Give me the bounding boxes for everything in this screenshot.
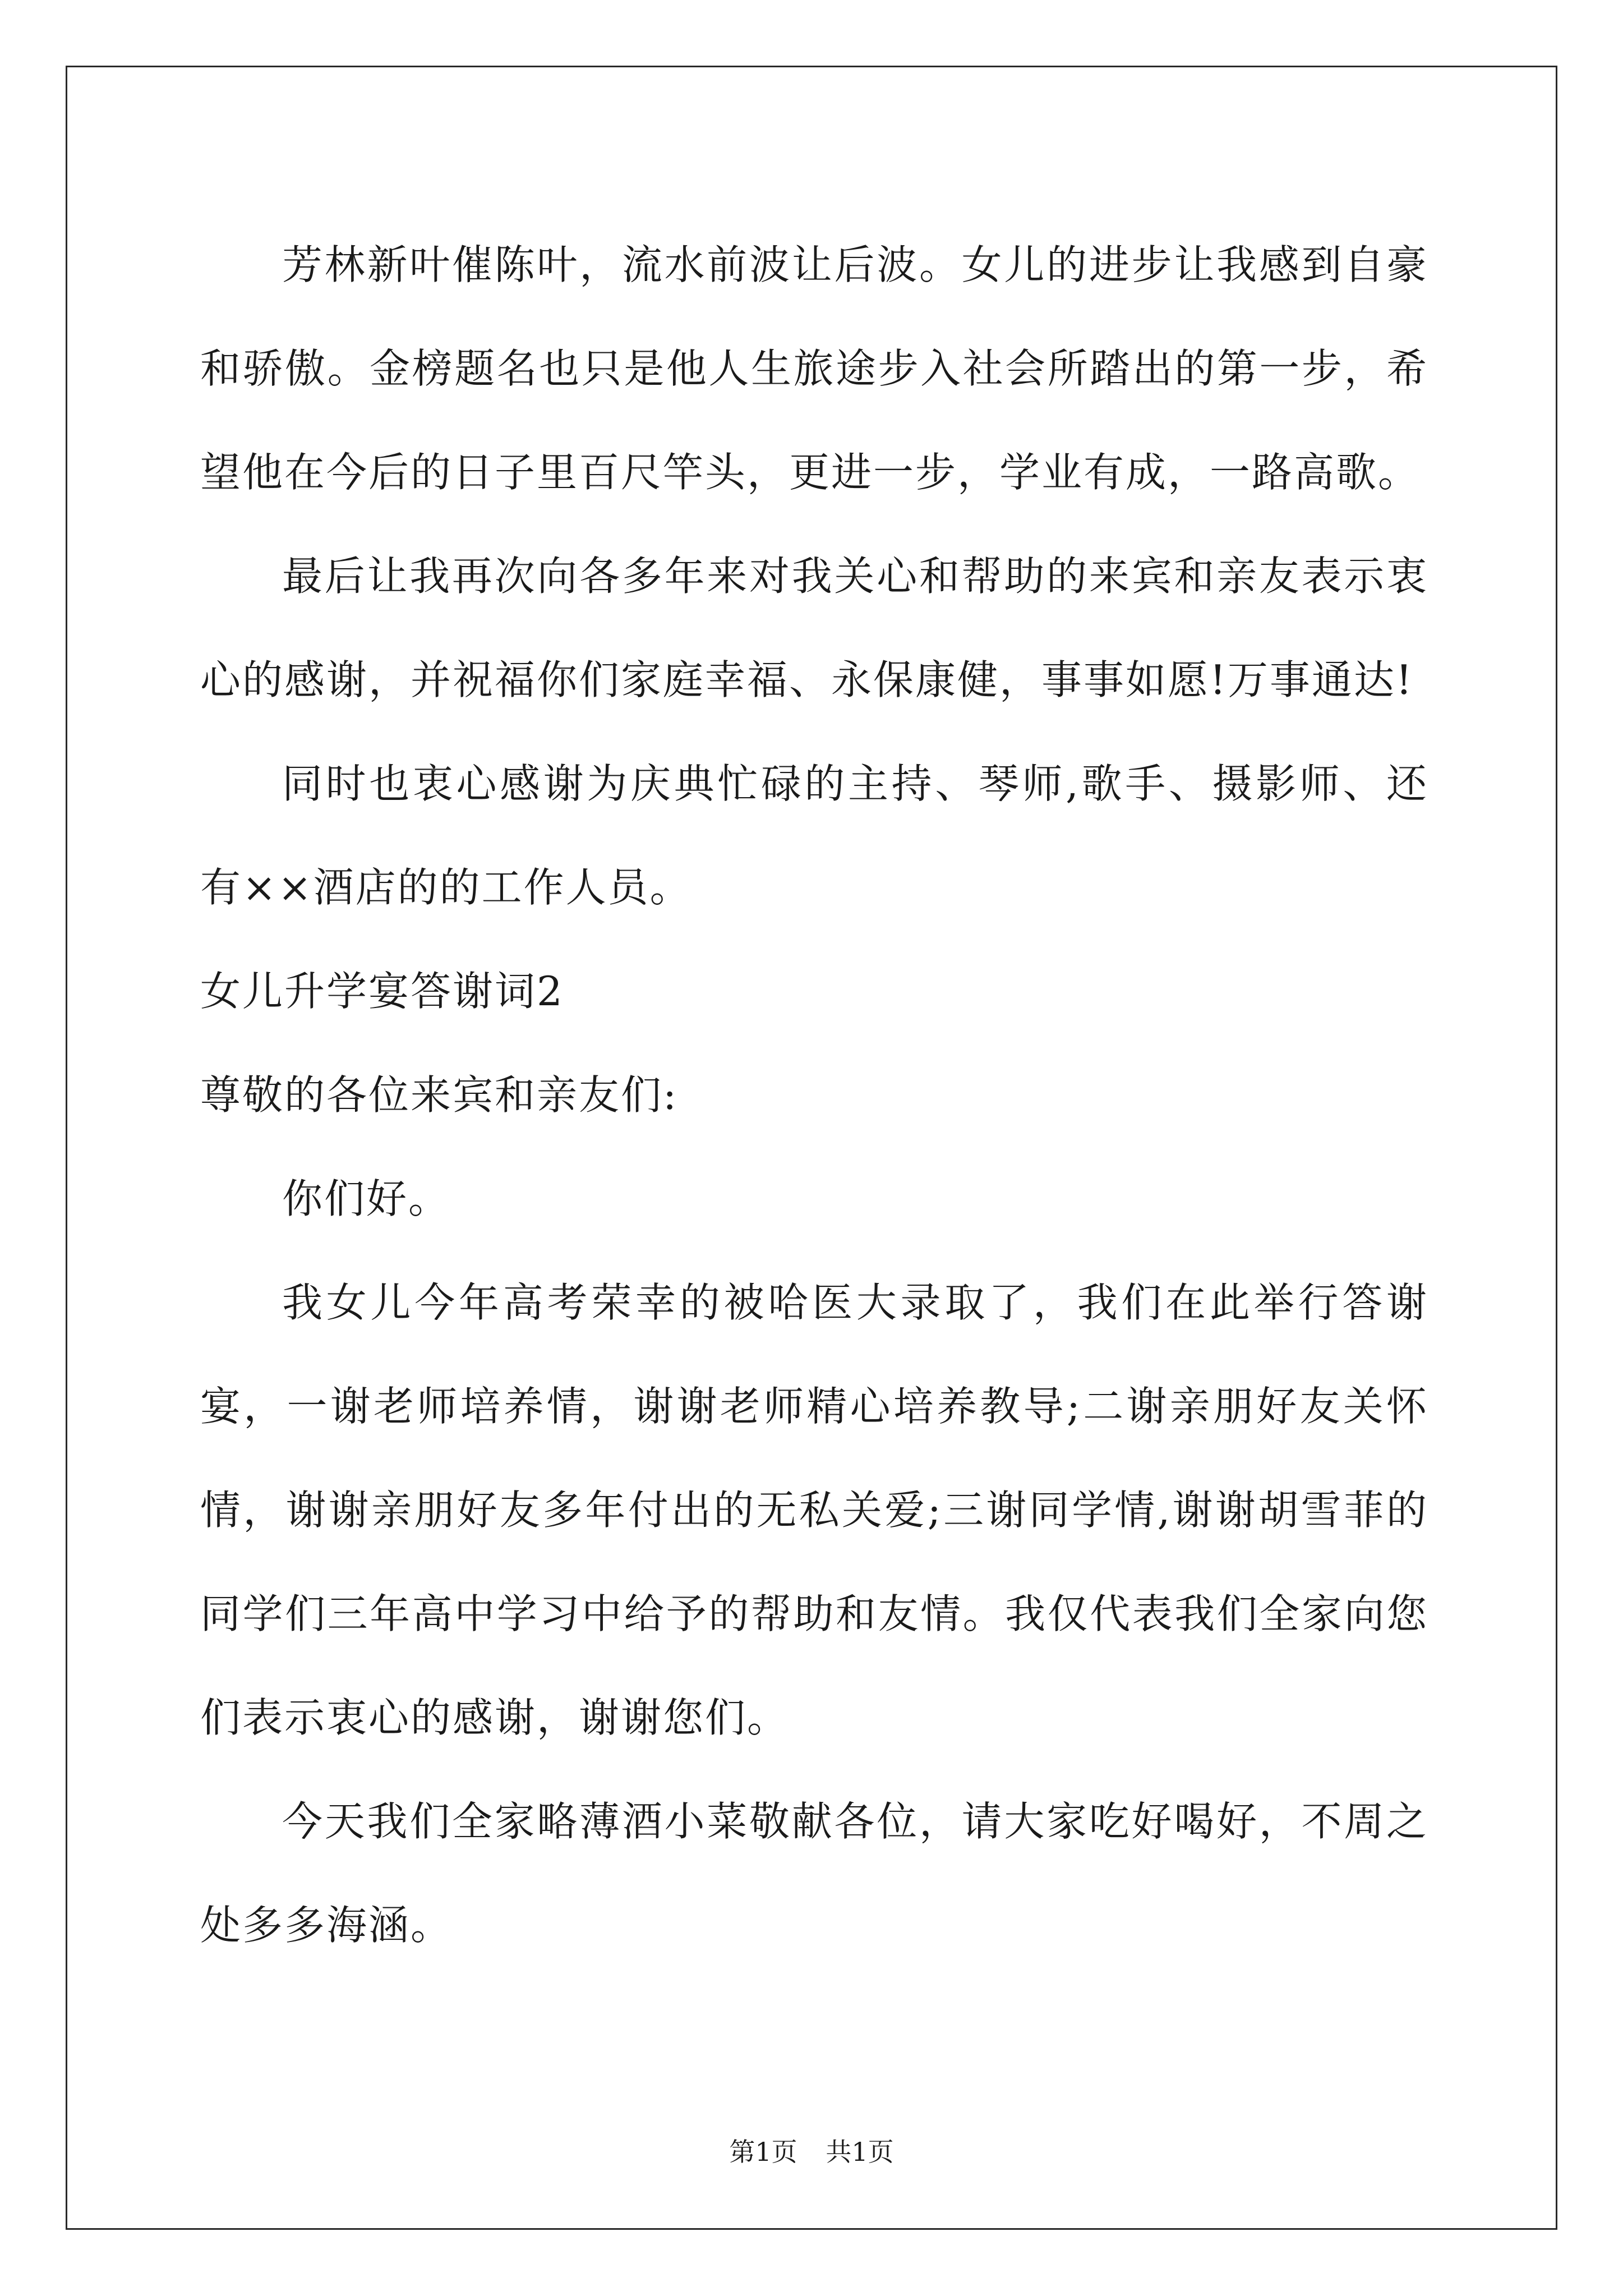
paragraph-4: 我女儿今年高考荣幸的被哈医大录取了，我们在此举行答谢宴，一谢老师培养情，谢谢老师精心培养教导;二谢亲朋好友关怀情，谢谢亲朋好友多年付出的无私关爱;三谢同学情,谢谢胡雪菲的同学们三年高中学习中给予的帮助和友情。我仅代表我们全家向您们表示衷心的感谢，谢谢您们。 <box>200 1279 1428 1741</box>
paragraph-3: 同时也衷心感谢为庆典忙碌的主持、琴师,歌手、摄影师、还有××酒店的的工作人员。 <box>200 760 1428 911</box>
document-body <box>200 213 1428 1977</box>
page-total: 共1页 <box>826 2137 894 2167</box>
section-title: 女儿升学宴答谢词2 <box>200 968 564 1015</box>
salutation: 尊敬的各位来宾和亲友们: <box>200 1071 679 1119</box>
page-footer <box>0 2132 1623 2169</box>
page-number: 第1页 <box>729 2137 797 2167</box>
paragraph-5: 今天我们全家略薄酒小菜敬献各位，请大家吃好喝好，不周之处多多海涵。 <box>200 1798 1428 1949</box>
greeting: 你们好。 <box>282 1175 451 1222</box>
paragraph-1: 芳林新叶催陈叶，流水前波让后波。女儿的进步让我感到自豪和骄傲。金榜题名也只是他人生旅途步入社会所踏出的第一步，希望他在今后的日子里百尺竿头，更进一步，学业有成，一路高歌。 <box>200 241 1428 496</box>
paragraph-2: 最后让我再次向各多年来对我关心和帮助的来宾和亲友表示衷心的感谢，并祝福你们家庭幸福、永保康健，事事如愿!万事通达! <box>200 553 1428 703</box>
